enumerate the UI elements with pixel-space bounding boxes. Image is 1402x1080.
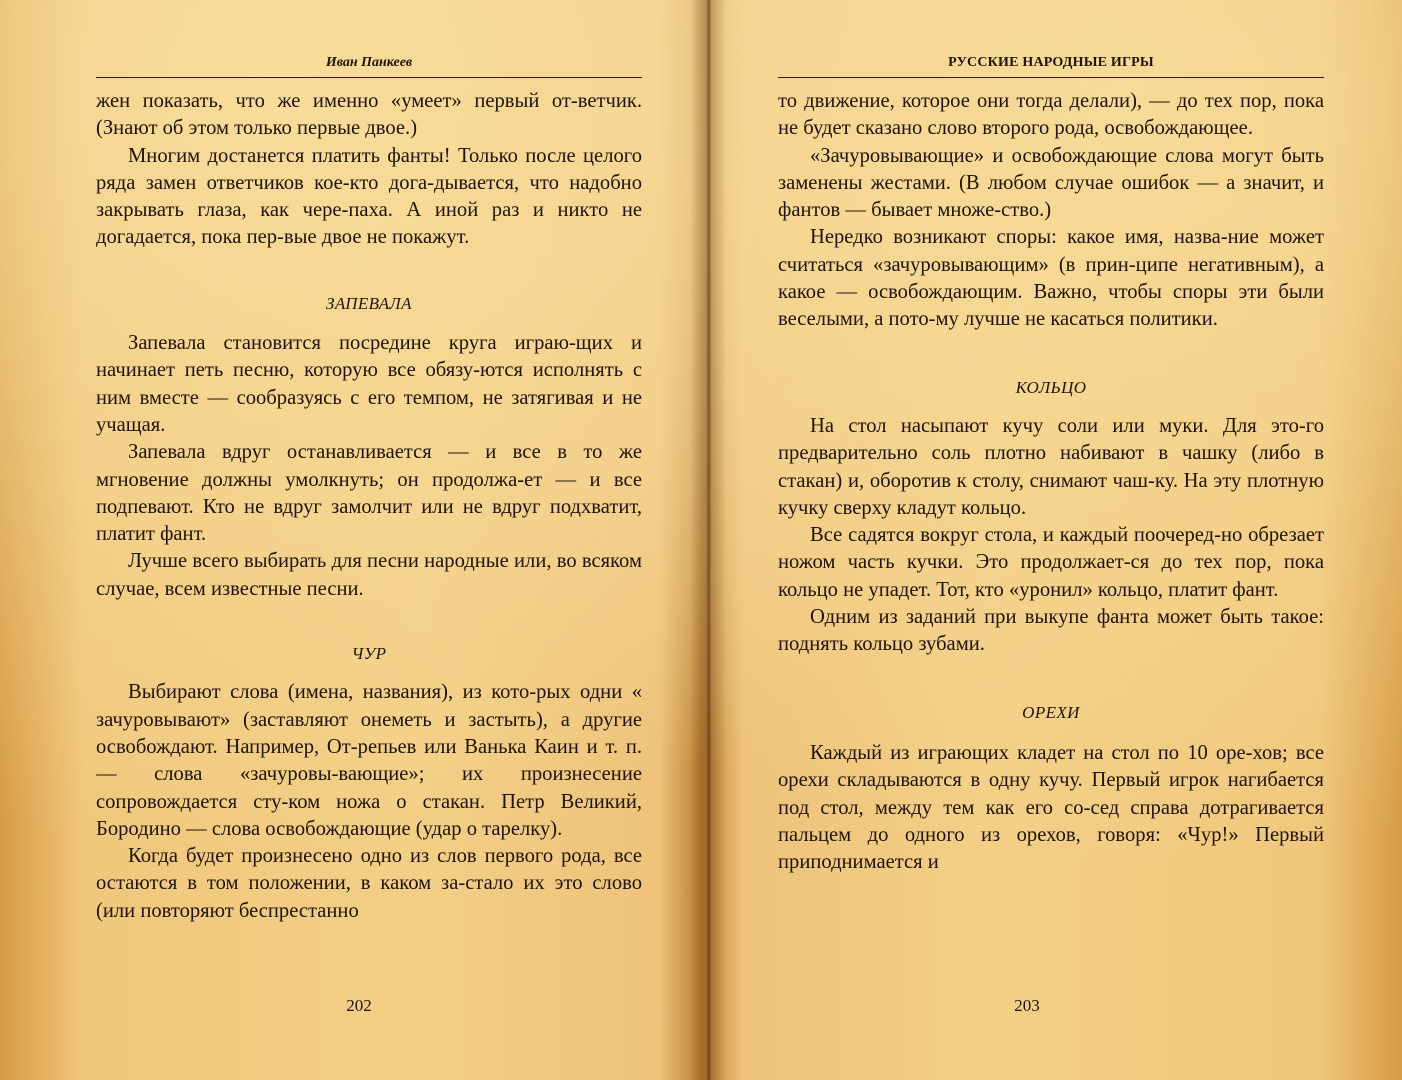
left-page-text [96,88,642,925]
paragraph: Каждый из играющих кладет на стол по 10 оре-хов; все орехи складываются в одну кучу. Первый игрок нагибается под стол, между тем как его со-сед справа дотрагивается пальцем до одного из орехов, говоря: «Чур!» Первый приподнимается и [778,741,1324,874]
left-header-rule [96,77,642,78]
paragraph: Запевала вдруг останавливается — и все в то же мгновение должны умолкнуть; он продолжа-ет — и все подпевают. Кто не вдруг замолчит или не вдруг подхватит, платит фант. [96,441,642,546]
left-page [96,0,642,1080]
paragraph: жен показать, что же именно «умеет» первый от-ветчик. (Знают об этом только первые двое.) [96,90,642,140]
right-page-number: 203 [1014,996,1040,1015]
paragraph: Когда будет произнесено одно из слов первого рода, все остаются в том положении, в каком за-стало их это слово (или повторяют беспрестанно [96,845,642,922]
right-page-number-wrap [778,996,1324,1016]
paragraph: Все садятся вокруг стола, и каждый поочеред-но обрезает ножом часть кучки. Это продолжает-ся до тех пор, пока кольцо не упадет. Тот, кто «уронил» кольцо, платит фант. [778,524,1324,601]
paragraph: Выбирают слова (имена, названия), из кото-рых одни « зачуровывают» (заставляют онеметь и застыть), а другие освобождают. Например, От-репьев или Ванька Каин и т. п. — слова «зачуровы-вающие»; их произнесение сопровождается сту-ком ножа о стакан. Петр Великий, Бородино — слова освобождающие (удар о тарелку). [96,681,642,840]
section-heading-koltso: КОЛЬЦО [1015,377,1087,397]
book-gutter [690,0,726,1080]
left-page-number-wrap [96,996,642,1016]
left-page-number: 202 [346,996,372,1015]
right-running-head: РУССКИЕ НАРОДНЫЕ ИГРЫ [948,55,1154,70]
section-heading-orekhi: ОРЕХИ [1022,702,1080,722]
paragraph: Одним из заданий при выкупе фанта может быть такое: поднять кольцо зубами. [778,606,1324,656]
paragraph: Лучше всего выбирать для песни народные или, во всяком случае, всем известные песни. [96,550,642,600]
right-page-text [778,88,1324,876]
right-page [778,0,1324,1080]
right-header-rule [778,77,1324,78]
section-heading-zapevala: ЗАПЕВАЛА [326,293,412,313]
paragraph: Запевала становится посредине круга играю-щих и начинает петь песню, которую все обязу-ются исполнять с ним вместе — сообразуясь с его темпом, не затягивая и не учащая. [96,332,642,436]
left-running-head: Иван Панкеев [325,55,413,70]
paragraph: Многим достанется платить фанты! Только после целого ряда замен ответчиков кое-кто дога-дывается, что надобно закрывать глаза, как чере-паха. А иной раз и никто не догадается, пока пер-вые двое не покажут. [96,144,642,249]
paragraph: На стол насыпают кучу соли или муки. Для это-го предварительно соль плотно набивают в чашку (либо в стакан) и, оборотив к столу, снимают чаш-ку. На эту плотную кучку сверху кладут кольцо. [778,414,1324,519]
paragraph: «Зачуровывающие» и освобождающие слова могут быть заменены жестами. (В любом случае ошибок — а значит, и фантов — бывает множе-ство.) [778,144,1324,222]
section-heading-chur: ЧУР [351,644,387,664]
paragraph: то движение, которое они тогда делали), — до тех пор, пока не будет сказано слово второго рода, освобождающее. [778,90,1324,140]
paragraph: Нередко возникают споры: какое имя, назва-ние может считаться «зачуровывающим» (в прин-ципе негативным), а какое — освобождающим. Важно, чтобы споры эти были веселыми, а пото-му лучше не касаться политики. [778,226,1324,331]
